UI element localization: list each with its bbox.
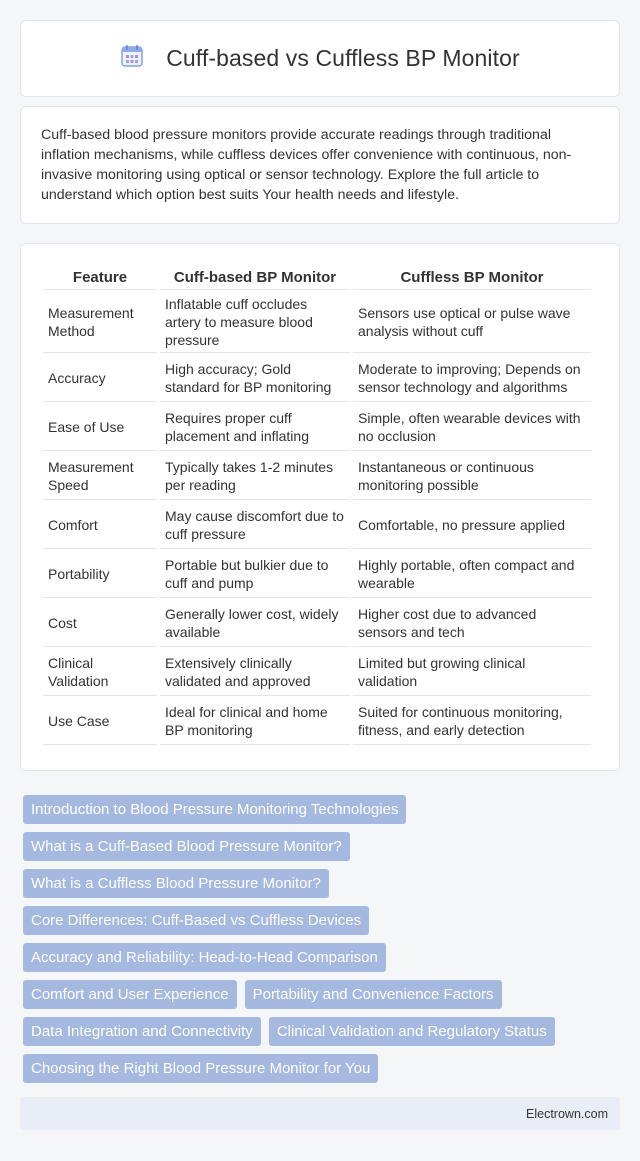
link-row (23, 832, 623, 861)
link-row (23, 943, 623, 972)
topic-link[interactable]: Data Integration and Connectivity (23, 1017, 261, 1046)
table-row (43, 292, 591, 353)
link-row (23, 1054, 623, 1083)
table-cell-cuff: Generally lower cost, widely available (160, 600, 350, 647)
table-cell-cuff: Requires proper cuff placement and inflating (160, 404, 350, 451)
table-row (43, 355, 591, 402)
table-cell-cuff: Portable but bulkier due to cuff and pump (160, 551, 350, 598)
table-cell-cuff: Inflatable cuff occludes artery to measure blood pressure (160, 292, 350, 353)
title-card (20, 20, 620, 97)
topic-link[interactable]: Clinical Validation and Regulatory Status (269, 1017, 555, 1046)
title-wrap (120, 44, 520, 73)
table-cell-cuff: May cause discomfort due to cuff pressure (160, 502, 350, 549)
table-cell-feature: Portability (43, 551, 157, 598)
topic-link[interactable]: Comfort and User Experience (23, 980, 237, 1009)
table-cell-cuffless: Comfortable, no pressure applied (353, 502, 591, 549)
link-row (23, 869, 623, 898)
footer-site-name: Electrown.com (526, 1106, 608, 1121)
table-row (43, 649, 591, 696)
table-cell-cuffless: Highly portable, often compact and wearable (353, 551, 591, 598)
table-row (43, 404, 591, 451)
table-cell-feature: Comfort (43, 502, 157, 549)
table-cell-feature: Accuracy (43, 355, 157, 402)
table-cell-cuffless: Limited but growing clinical validation (353, 649, 591, 696)
column-header: Cuffless BP Monitor (353, 266, 591, 290)
topic-link[interactable]: What is a Cuffless Blood Pressure Monitor? (23, 869, 329, 898)
table-cell-cuff: Extensively clinically validated and approved (160, 649, 350, 696)
link-row (23, 980, 623, 1009)
table-cell-cuff: High accuracy; Gold standard for BP monitoring (160, 355, 350, 402)
table-row (43, 600, 591, 647)
table-header-row (43, 266, 591, 290)
topic-link[interactable]: Introduction to Blood Pressure Monitoring Technologies (23, 795, 406, 824)
topic-link[interactable]: Accuracy and Reliability: Head-to-Head Comparison (23, 943, 386, 972)
link-row (23, 795, 623, 824)
table-cell-cuffless: Sensors use optical or pulse wave analysis without cuff (353, 292, 591, 353)
table-cell-feature: Clinical Validation (43, 649, 157, 696)
topic-link[interactable]: What is a Cuff-Based Blood Pressure Monitor? (23, 832, 350, 861)
intro-paragraph: Cuff-based blood pressure monitors provide accurate readings through traditional inflation mechanisms, while cuffless devices offer convenience with continuous, non-invasive monitoring using optical or sensor technology. Explore the full article to understand which option best suits Your health needs and lifestyle. (41, 127, 572, 203)
comparison-table-card (20, 243, 620, 771)
intro-card (20, 106, 620, 224)
link-row (23, 906, 623, 935)
table-cell-cuffless: Moderate to improving; Depends on sensor technology and algorithms (353, 355, 591, 402)
table-row (43, 502, 591, 549)
table-cell-feature: Measurement Method (43, 292, 157, 353)
topic-link[interactable]: Core Differences: Cuff-Based vs Cuffless Devices (23, 906, 369, 935)
related-links (23, 795, 623, 1091)
topic-link[interactable]: Choosing the Right Blood Pressure Monitor for You (23, 1054, 378, 1083)
comparison-table (40, 264, 594, 747)
table-cell-feature: Measurement Speed (43, 453, 157, 500)
table-cell-cuffless: Higher cost due to advanced sensors and tech (353, 600, 591, 647)
table-cell-feature: Cost (43, 600, 157, 647)
table-cell-cuffless: Simple, often wearable devices with no occlusion (353, 404, 591, 451)
table-row (43, 551, 591, 598)
table-cell-cuff: Typically takes 1-2 minutes per reading (160, 453, 350, 500)
table-cell-cuffless: Instantaneous or continuous monitoring possible (353, 453, 591, 500)
footer (20, 1097, 620, 1130)
topic-link[interactable]: Portability and Convenience Factors (245, 980, 502, 1009)
table-cell-cuff: Ideal for clinical and home BP monitoring (160, 698, 350, 745)
column-header: Feature (43, 266, 157, 290)
calendar-icon (120, 44, 144, 73)
link-row (23, 1017, 623, 1046)
table-row (43, 698, 591, 745)
table-cell-feature: Ease of Use (43, 404, 157, 451)
table-row (43, 453, 591, 500)
column-header: Cuff-based BP Monitor (160, 266, 350, 290)
table-cell-feature: Use Case (43, 698, 157, 745)
page-title: Cuff-based vs Cuffless BP Monitor (166, 45, 520, 71)
table-cell-cuffless: Suited for continuous monitoring, fitness, and early detection (353, 698, 591, 745)
